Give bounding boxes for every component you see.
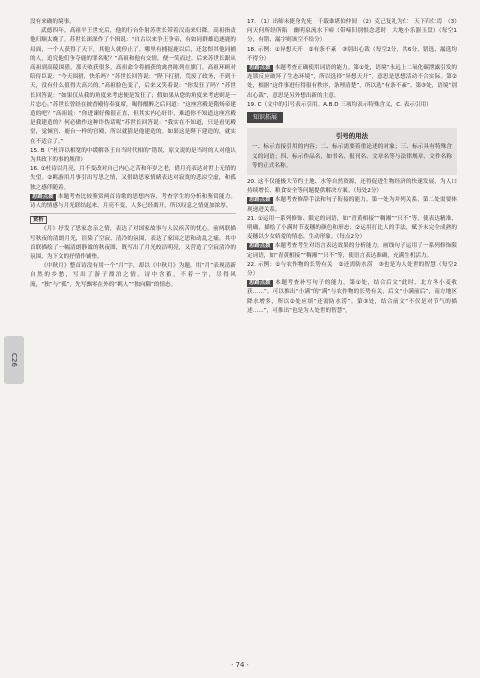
answer-20: 20. 这不仅能极大节约土地、水等自然资源，还得促进生物经济的快速发展，为人口持续增长、粮食安全等问题提供解决方案。（每处2分） <box>247 179 457 195</box>
knowledge-box <box>247 128 457 175</box>
analysis-20-text: 本题考查修辞手法和句子衔接的能力。第一处为并列关系，第二处需要体现递进关系。 <box>247 197 457 213</box>
analysis-18 <box>247 64 457 101</box>
knowledge-extension-title: 知识拓展 <box>247 112 283 123</box>
analysis-21-text: 本题考查考生对语言表达效果的分析能力。画线句子运用了一系列修饰限定词语，如“青黄相接”“稠湘”“只不”等，使语言表达准确，充满生机活力。 <box>247 243 457 259</box>
analysis-tag: 思路点拨 <box>249 65 271 72</box>
answer-19: 19. C（文中的引号表示引用。A.B.D 三项均表示特殊含义，C. 表示引用） <box>247 101 432 108</box>
appreciation-paragraph-2: 《中秋月》整首诗没有用一个“月”字，却以《中秋月》为题，用“月”表现清新自然的乡愁，写出了游子漂泊之情。诗中含蓄，不着一字，尽得风流，“独”与“孤”，先写飘零在外的“羁人”“独向隅”的情态。 <box>30 263 236 288</box>
side-tab <box>4 336 24 384</box>
analysis-16-text: 本题考查比较鉴赏两首诗歌的思想内容，考查学生的分析和鉴赏能力。诗人的情感与月光联结起来，月亮不变，人多已经离开，所以叹息之情更加浓厚。 <box>30 193 236 210</box>
left-paragraph-1: 没有来确的境事。 <box>30 19 75 25</box>
analysis-tag: 思路点拨 <box>249 243 271 250</box>
analysis-tag: 思路点拨 <box>249 280 271 287</box>
analysis-22 <box>247 279 457 316</box>
knowledge-box-text: 一、标示直接引用的内容；二、标示需要着重论述的对象；三、标示具有特殊含义的词语；四、标示作品名，如书名、报刊名、文章名等与法律规章、文件名称等的正式名称。 <box>252 144 452 169</box>
analysis-18-text: 本题考查正确使用词语的能力。第①处，语境“永远上二氧化碳泄露引发的连锁反应破坏了生态环境”，所以选择“异想天开”，意思是思想活动不合实际。第②处，根据“这件事进行得很有秩序，条理清楚”，所以选“有条不紊”。第③处，语境“别出心裁”，意思是另外想出新的主意。 <box>247 65 457 99</box>
analysis-22-text: 本题考查补写句子的能力。第①处，结合后文“此时，北方冬小麦收获……”，可以推出“小满”的“满”与农作物的长势有关，后文“小满前后”，南方地区降水增多，所以②处应填“还需防水涝”。第③处，结合前文“不仅是对节气的描述……”，可推出“也是为人处世的智慧”。 <box>247 280 457 314</box>
translation-paragraph: 武德四年，高祖平王世充后，他的行台仆射苏世长带着汉南来归降。高祖指责他归顺太晚了。苏世长深深作了个揖说：“自古以来争王争帝，有如同群雄追逐鹿的局面，一个人获得了天下，其他人就停止了。哪里有捕捉鹿以后，还忿恨其他同捕的人，追究他们争夺鹿的罪名呢？”高祖和他有交情，便一笑而过。后来苏世长跟从高祖到高陵围猎，那天收获很多，高祖命令将捕获的禽兽陈列在旗门。高祖环顾对陪侍臣说：“今天围猎，快乐吗？”苏世长回答说：“陛下打猎，荒废了政务，不到十天，没有什么值得大高兴的。”高祖脸色变了，后来又笑着说：“你发狂了吗？”苏世长回答说：“如果仅从我的角度来考虑便是发狂了；假如果从您的角度来考虑则是一片忠心。”苏世长曾经在披香殿侍奉宴席，喝得酣醉之后问道：“这座宫殿是隋炀帝建造的吧？”高祖说：“你进谏好像很正直，但其实内心奸诈，难道你不知道这座宫殿是我建造的？何必做作这种诈伪话呢”苏世长回答说：“我实在不知道，只是看见殿堂，觉倾宫、鹿台一样的宫殿，所以就猜是他建造的。如果这是陛下建造的，就实在不适合了。” <box>30 28 236 145</box>
answer-16: 16. ①杜诗以月亮，月不变改对自己内心之苦和年岁之老，借月亮表达对世上无情的失望。②羁游用月事引出写思之情，又借助思家情緒表达对寂寞的悲凉空虚，和孤独之感伴随着。 <box>30 166 236 191</box>
answer-21: 21. ①运用一系列修饰、限定的词语，如“青黄相接”“稠湘”“只不”等，使表达精准、明确，描绘了小满时节麦穗的颜色和形态；②运用打比人的手法，赋予未完全成熟的麦穗以少女娇羞的情态，生动形象。（每点2分） <box>247 215 457 241</box>
answer-18: 18. 示例：①异想天开 ②有条不紊 ③别出心裁（每空2分，共6分，错选、漏选均不得分） <box>247 46 457 62</box>
knowledge-box-title: 引号的用法 <box>336 132 368 141</box>
left-column <box>30 18 236 290</box>
analysis-16 <box>30 193 236 211</box>
answer-17: 17. （1）出师未捷身先死 千载谁堪伯仲间 （2）克己复礼为仁 天下归仁焉 （3）问天何所经所陷 幽明泉流水下啼（带啼旧别恨念悲时 大地小乐器玉盘）（每空1分，有错、漏字则该空不给分） <box>247 19 457 44</box>
answer-22: 22. 示例：①与农作物的长势有关 ②还需防水涝 ③也是为人处世的智慧（每空2分） <box>247 261 457 278</box>
analysis-tag: 思路点拨 <box>249 197 271 204</box>
page-number: · 74 · <box>231 661 249 669</box>
right-column <box>247 18 457 316</box>
analysis-21 <box>247 242 457 260</box>
analysis-20 <box>247 196 457 214</box>
answer-15: 15. B（“杜详以相宽的中缓解各王自当时代相的”错误，原文说的是当时的人对他认为其政下的事的规律） <box>30 147 236 164</box>
appreciation-paragraph-1: 《月》抒发了思家念亲之情，表达了对国家故事与人民疾苦的忧心。前两联描写秋夜的清朗月光，渲染了空寂、清冷的氛围，表达了家国之思和动乱之痛。其中首联描绘了一幅清朗静谧的秋夜图，既写出了月光皎洁明亮，又营造了空寂清冷的氛围，为下文的抒情作铺垫。 <box>30 226 236 261</box>
analysis-tag: 思路点拨 <box>32 193 54 200</box>
side-tab-label: C26 <box>10 353 18 367</box>
appreciation-header <box>30 216 236 225</box>
divider <box>30 213 236 214</box>
appreciation-tag: 赏析 <box>30 216 47 224</box>
